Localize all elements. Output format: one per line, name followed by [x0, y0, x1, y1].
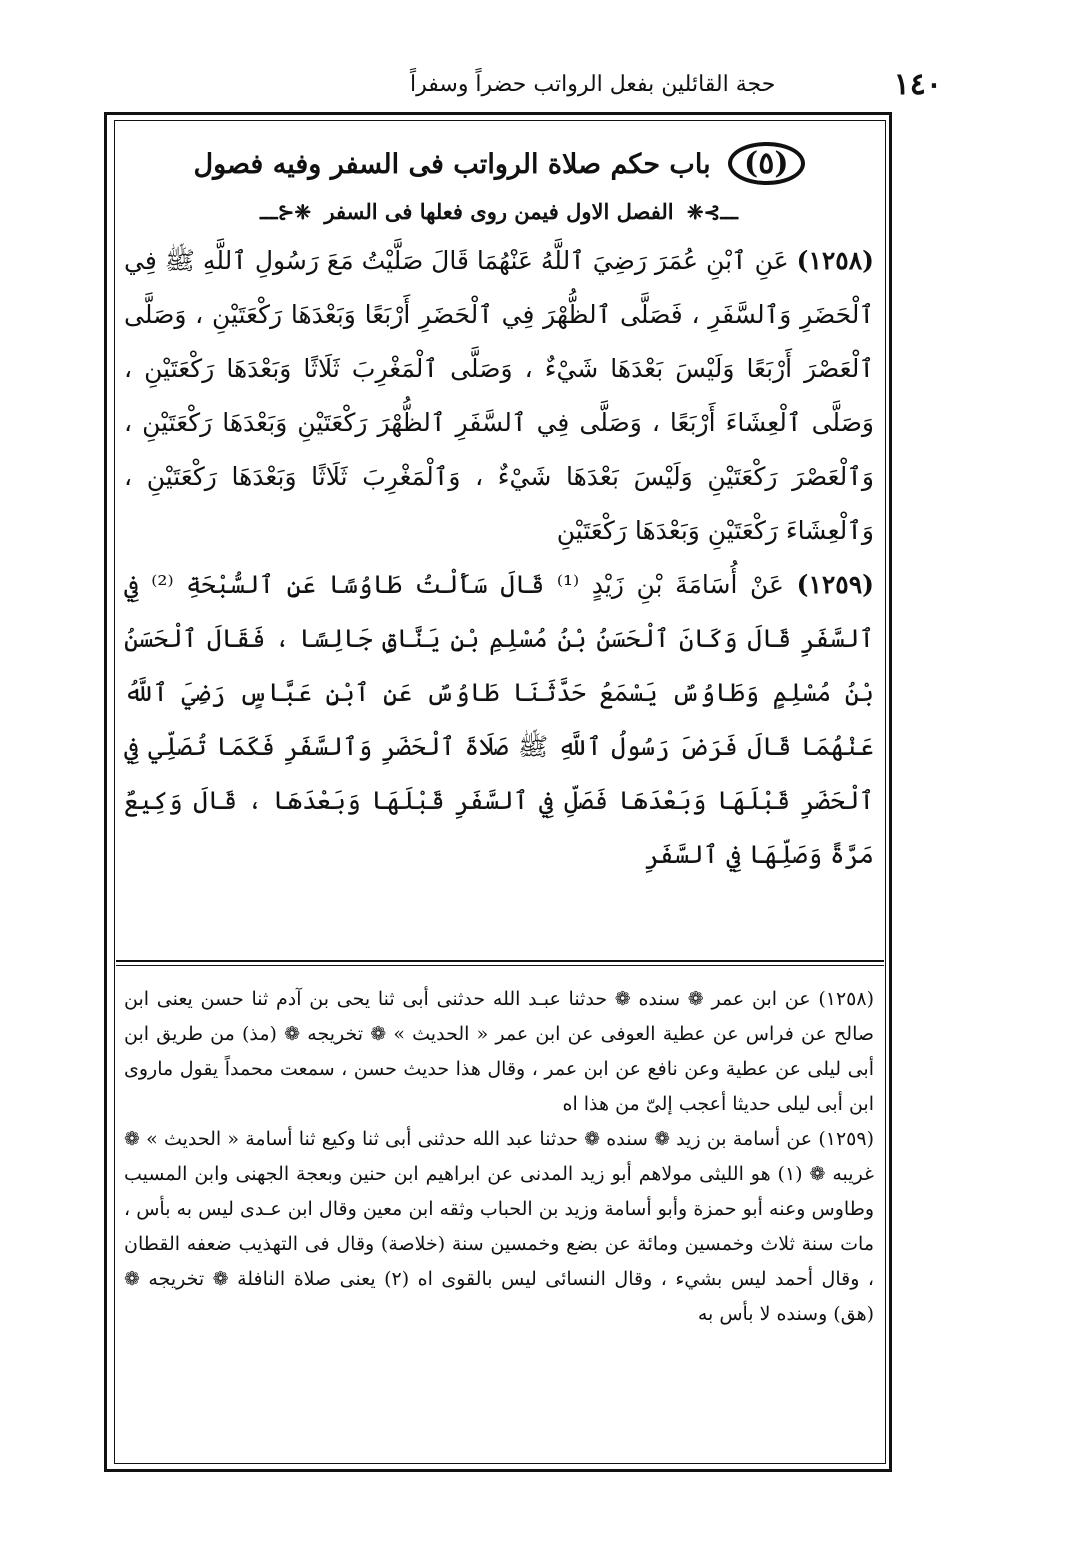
- footnote-paragraph: (١٢٥٨) عن ابن عمر ❁ سنده ❁ حدثنا عبـد الله حدثنى أبى ثنا يحى بن آدم ثنا حسن يعنى ابن صالح عن فراس عن عطية العوفى عن ابن عمر « الحديث » ❁ تخريجه ❁ (مذ) من طريق ابن أبى ليلى عن عطية وعن نافع عن ابن عمر ، وقال هذا حديث حسن ، سمعت محمداً يقول ماروى ابن أبى ليلى حديثا أعجب إلىّ من هذا اه: [124, 988, 874, 1115]
- section-title: الفصل الاول فيمن روى فعلها فى السفر: [324, 199, 674, 224]
- footnotes: [124, 982, 874, 1332]
- ornament-icon: ❈⊰ـــ: [260, 200, 312, 224]
- hadith-text: عَنِ ٱبْنِ عُمَرَ رَضِيَ ٱللَّهُ عَنْهُمَا قَالَ صَلَّيْتُ مَعَ رَسُولِ ٱللَّهِ ﷺ فِي ٱلْحَضَرِ وَٱلسَّفَرِ ، فَصَلَّى ٱلظُّهْرَ فِي ٱلْحَضَرِ أَرْبَعًا وَبَعْدَهَا رَكْعَتَيْنِ ، وَصَلَّى ٱلْعَصْرَ أَرْبَعًا وَلَيْسَ بَعْدَهَا شَيْءٌ ، وَصَلَّى ٱلْمَغْرِبَ ثَلَاثًا وَبَعْدَهَا رَكْعَتَيْنِ ، وَصَلَّى ٱلْعِشَاءَ أَرْبَعًا ، وَصَلَّى فِي ٱلسَّفَرِ ٱلظُّهْرَ رَكْعَتَيْنِ وَبَعْدَهَا رَكْعَتَيْنِ ، وَٱلْعَصْرَ رَكْعَتَيْنِ وَلَيْسَ بَعْدَهَا شَيْءٌ ، وَٱلْمَغْرِبَ ثَلَاثًا وَبَعْدَهَا رَكْعَتَيْنِ ، وَٱلْعِشَاءَ رَكْعَتَيْنِ وَبَعْدَهَا رَكْعَتَيْنِ: [124, 246, 874, 545]
- ornament-icon: ـــ⊱❈: [686, 200, 738, 224]
- hadith-number: (١٢٥٩): [796, 570, 874, 599]
- page-header: [110, 64, 942, 104]
- chapter-heading: [124, 142, 874, 185]
- hadith-text: عَنْ أُسَامَةَ بْنِ زَيْدٍ ⁽¹⁾ قَالَ سَأَلْتُ طَاوُسًا عَنِ ٱلسُّبْحَةِ ⁽²⁾ فِي ٱلسَّفَرِ قَالَ وَكَانَ ٱلْحَسَنُ بْنُ مُسْلِمِ بْنِ يَنَّاقٍ جَالِسًا ، فَقَالَ ٱلْحَسَنُ بْنُ مُسْلِمٍ وَطَاوُسٌ يَسْمَعُ حَدَّثَنَا طَاوُسٌ عَنِ ٱبْنِ عَبَّاسٍ رَضِيَ ٱللَّهُ عَنْهُمَا قَالَ فَرَضَ رَسُولُ ٱللَّهِ ﷺ صَلَاةَ ٱلْحَضَرِ وَٱلسَّفَرِ فَكَمَا تُصَلِّي فِي ٱلْحَضَرِ قَبْلَهَا وَبَعْدَهَا فَصَلِّ فِي ٱلسَّفَرِ قَبْلَهَا وَبَعْدَهَا ، قَالَ وَكِيعٌ مَرَّةً وَصَلِّهَا فِي ٱلسَّفَرِ: [124, 570, 874, 869]
- hadith-number: (١٢٥٨): [796, 246, 875, 275]
- chapter-title: باب حكم صلاة الرواتب فى السفر وفيه فصول: [193, 149, 711, 180]
- main-text: [124, 130, 874, 882]
- running-title: حجة القائلين بفعل الرواتب حضراً وسفراً: [410, 71, 776, 97]
- section-heading: [124, 199, 874, 224]
- page-number: ١٤٠: [893, 66, 942, 102]
- footnote-paragraph: (١٢٥٩) عن أسامة بن زيد ❁ سنده ❁ حدثنا عبد الله حدثنى أبى ثنا وكيع ثنا أسامة « الحديث » ❁ غريبه ❁ (١) هو الليثى مولاهم أبو زيد المدنى عن ابراهيم ابن حنين وبعجة الجهنى وابن المسيب وطاوس وعنه أبو حمزة وأبو أسامة وزيد بن الحباب وثقه ابن معين وقال ابن عـدى ليس به بأس ، مات سنة ثلاث وخمسين ومائة عن بضع وخمسين سنة (خلاصة) وقال فى التهذيب ضعفه القطان ، وقال أحمد ليس بشيء ، وقال النسائى ليس بالقوى اه (٢) يعنى صلاة النافلة ❁ تخريجه ❁ (هق) وسنده لا بأس به: [124, 1128, 874, 1325]
- hadith-paragraph: [124, 558, 874, 882]
- chapter-number: (٥): [728, 142, 805, 185]
- hadith-paragraph: [124, 234, 874, 558]
- footnote-divider: [116, 960, 884, 966]
